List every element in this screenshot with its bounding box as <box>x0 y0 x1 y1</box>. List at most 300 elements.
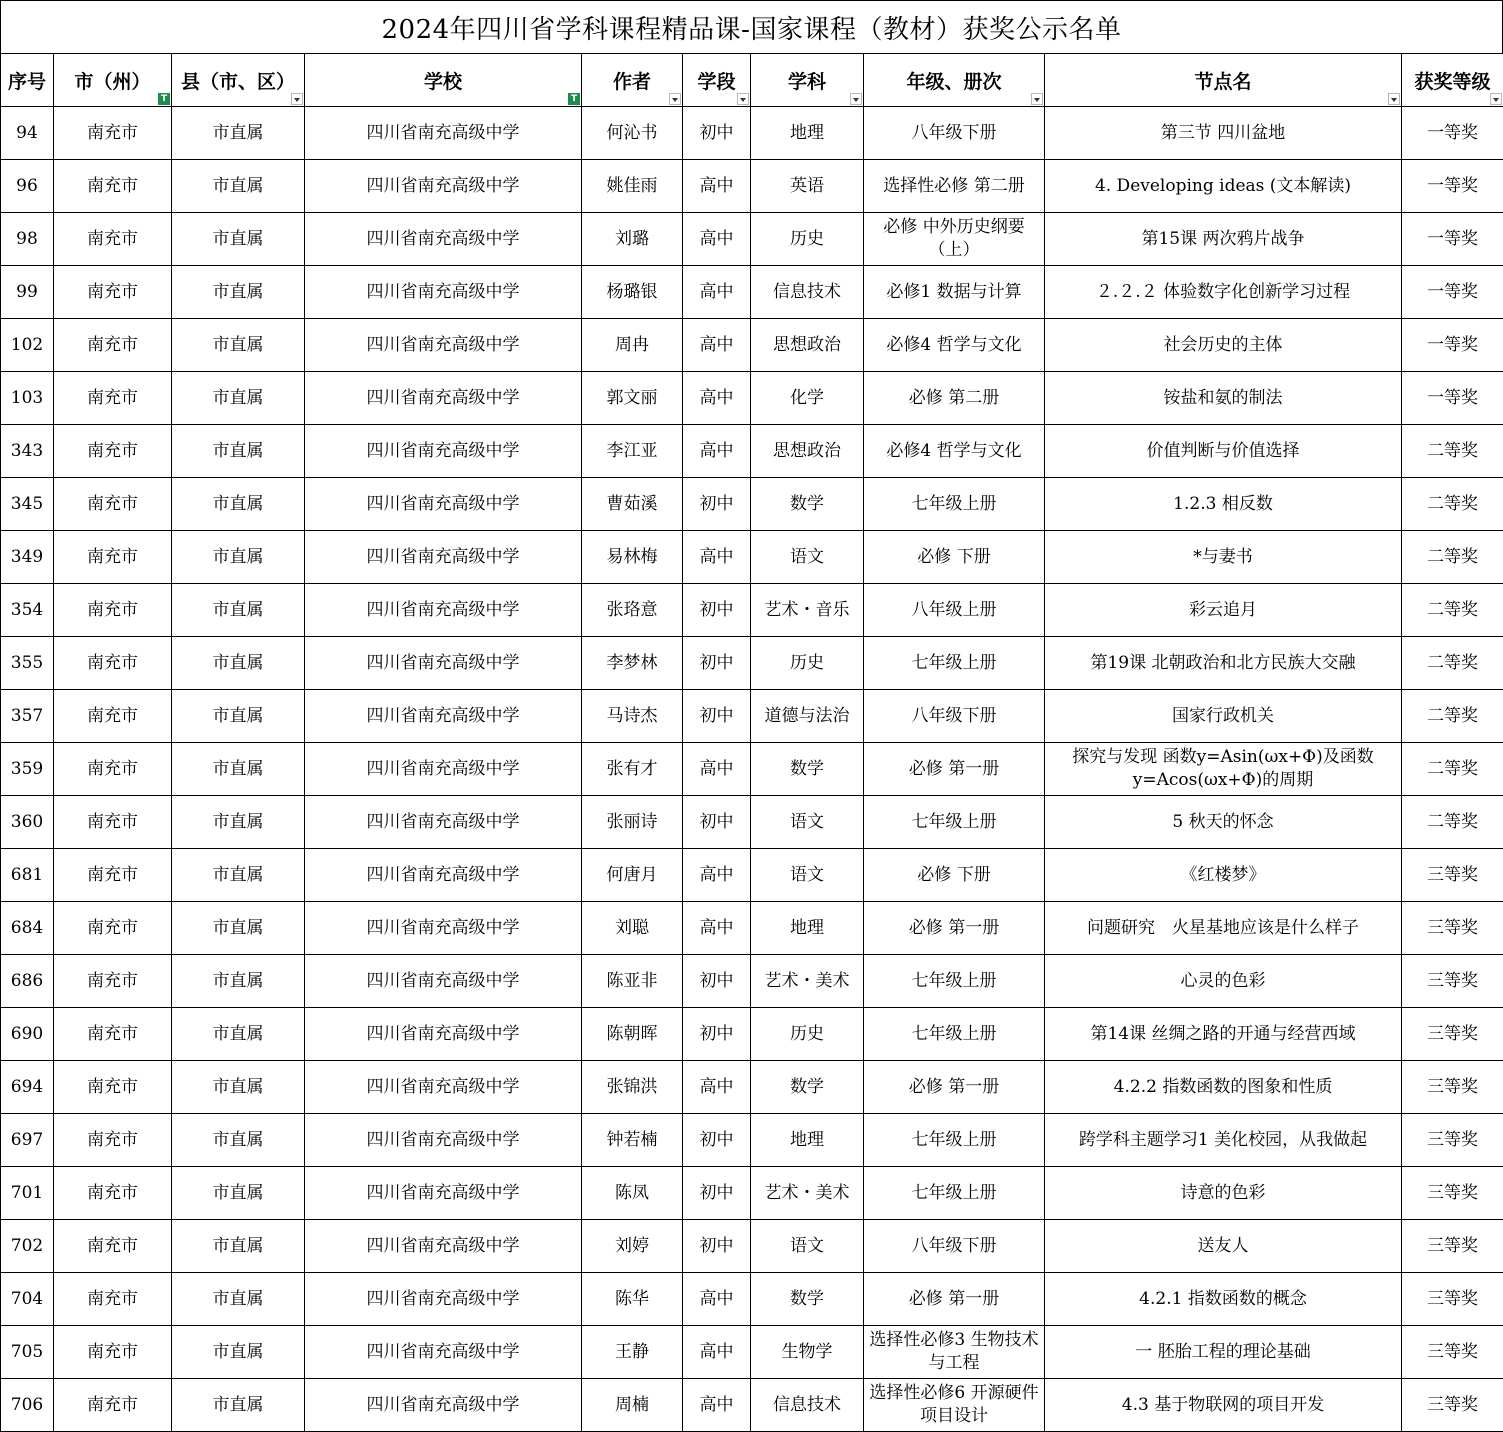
cell-city[interactable]: 南充市 <box>54 955 172 1008</box>
cell-node-name[interactable]: 第14课 丝绸之路的开通与经营西域 <box>1045 1008 1402 1061</box>
table-row <box>1 1008 1503 1061</box>
cell-stage[interactable]: 高中 <box>683 849 751 902</box>
cell-seq-number[interactable]: 96 <box>1 160 54 213</box>
cell-award-level[interactable]: 一等奖 <box>1402 319 1503 372</box>
cell-author[interactable]: 陈凤 <box>582 1167 683 1220</box>
table-row <box>1 1273 1503 1326</box>
cell-subject[interactable]: 生物学 <box>751 1326 864 1379</box>
cell-author[interactable]: 刘聪 <box>582 902 683 955</box>
cell-county[interactable]: 市直属 <box>172 319 305 372</box>
cell-school[interactable]: 四川省南充高级中学 <box>305 107 582 160</box>
cell-grade-volume[interactable]: 必修 下册 <box>864 531 1045 584</box>
table-row <box>1 1167 1503 1220</box>
cell-school[interactable]: 四川省南充高级中学 <box>305 584 582 637</box>
cell-school[interactable]: 四川省南充高级中学 <box>305 266 582 319</box>
cell-award-level[interactable]: 一等奖 <box>1402 372 1503 425</box>
cell-county[interactable]: 市直属 <box>172 955 305 1008</box>
cell-node-name[interactable]: 4.2.2 指数函数的图象和性质 <box>1045 1061 1402 1114</box>
column-header-stage <box>683 54 751 107</box>
cell-node-name[interactable]: ２.２.２ 体验数字化创新学习过程 <box>1045 266 1402 319</box>
cell-school[interactable]: 四川省南充高级中学 <box>305 372 582 425</box>
cell-county[interactable]: 市直属 <box>172 1326 305 1379</box>
cell-grade-volume[interactable]: 必修 第一册 <box>864 1273 1045 1326</box>
column-header-label: 作者 <box>612 70 651 93</box>
cell-school[interactable]: 四川省南充高级中学 <box>305 1379 582 1432</box>
cell-author[interactable]: 张锦洪 <box>582 1061 683 1114</box>
cell-school[interactable]: 四川省南充高级中学 <box>305 1114 582 1167</box>
cell-author[interactable]: 陈亚非 <box>582 955 683 1008</box>
cell-grade-volume[interactable]: 选择性必修 第二册 <box>864 160 1045 213</box>
cell-author[interactable]: 易林梅 <box>582 531 683 584</box>
cell-stage[interactable]: 初中 <box>683 955 751 1008</box>
column-header-label: 学段 <box>697 70 736 93</box>
cell-city[interactable]: 南充市 <box>54 1326 172 1379</box>
table-row <box>1 902 1503 955</box>
cell-county[interactable]: 市直属 <box>172 1167 305 1220</box>
cell-grade-volume[interactable]: 必修 第一册 <box>864 902 1045 955</box>
cell-award-level[interactable]: 三等奖 <box>1402 1061 1503 1114</box>
cell-county[interactable]: 市直属 <box>172 372 305 425</box>
cell-node-name[interactable]: 探究与发现 函数y=Asin(ωx+Φ)及函数y=Acos(ωx+Φ)的周期 <box>1045 743 1402 796</box>
cell-grade-volume[interactable]: 七年级上册 <box>864 1167 1045 1220</box>
cell-school[interactable]: 四川省南充高级中学 <box>305 1167 582 1220</box>
column-header-node-name <box>1045 54 1402 107</box>
cell-subject[interactable]: 数学 <box>751 1273 864 1326</box>
cell-seq-number[interactable]: 360 <box>1 796 54 849</box>
cell-city[interactable]: 南充市 <box>54 1167 172 1220</box>
cell-award-level[interactable]: 二等奖 <box>1402 743 1503 796</box>
cell-subject[interactable]: 语文 <box>751 796 864 849</box>
cell-grade-volume[interactable]: 七年级上册 <box>864 478 1045 531</box>
table-row <box>1 372 1503 425</box>
cell-county[interactable]: 市直属 <box>172 1273 305 1326</box>
cell-award-level[interactable]: 三等奖 <box>1402 1167 1503 1220</box>
cell-node-name[interactable]: 价值判断与价值选择 <box>1045 425 1402 478</box>
cell-seq-number[interactable]: 349 <box>1 531 54 584</box>
cell-county[interactable]: 市直属 <box>172 425 305 478</box>
cell-county[interactable]: 市直属 <box>172 637 305 690</box>
cell-award-level[interactable]: 三等奖 <box>1402 1326 1503 1379</box>
cell-author[interactable]: 马诗杰 <box>582 690 683 743</box>
cell-node-name[interactable]: 诗意的色彩 <box>1045 1167 1402 1220</box>
cell-seq-number[interactable]: 345 <box>1 478 54 531</box>
cell-city[interactable]: 南充市 <box>54 849 172 902</box>
cell-school[interactable]: 四川省南充高级中学 <box>305 1008 582 1061</box>
cell-author[interactable]: 周冉 <box>582 319 683 372</box>
cell-county[interactable]: 市直属 <box>172 1220 305 1273</box>
cell-county[interactable]: 市直属 <box>172 107 305 160</box>
cell-school[interactable]: 四川省南充高级中学 <box>305 743 582 796</box>
cell-subject[interactable]: 地理 <box>751 902 864 955</box>
cell-school[interactable]: 四川省南充高级中学 <box>305 160 582 213</box>
cell-school[interactable]: 四川省南充高级中学 <box>305 478 582 531</box>
cell-author[interactable]: 陈华 <box>582 1273 683 1326</box>
cell-node-name[interactable]: 一 胚胎工程的理论基础 <box>1045 1326 1402 1379</box>
cell-county[interactable]: 市直属 <box>172 796 305 849</box>
cell-grade-volume[interactable]: 选择性必修3 生物技术与工程 <box>864 1326 1045 1379</box>
cell-author[interactable]: 刘婷 <box>582 1220 683 1273</box>
column-header-award-level <box>1402 54 1503 107</box>
cell-seq-number[interactable]: 702 <box>1 1220 54 1273</box>
cell-stage[interactable]: 初中 <box>683 478 751 531</box>
cell-seq-number[interactable]: 686 <box>1 955 54 1008</box>
filter-active-icon[interactable] <box>568 93 580 105</box>
cell-subject[interactable]: 化学 <box>751 372 864 425</box>
cell-award-level[interactable]: 二等奖 <box>1402 584 1503 637</box>
cell-subject[interactable]: 历史 <box>751 637 864 690</box>
cell-stage[interactable]: 高中 <box>683 1273 751 1326</box>
cell-seq-number[interactable]: 98 <box>1 213 54 266</box>
cell-school[interactable]: 四川省南充高级中学 <box>305 955 582 1008</box>
cell-stage[interactable]: 初中 <box>683 1114 751 1167</box>
cell-award-level[interactable]: 一等奖 <box>1402 266 1503 319</box>
cell-city[interactable]: 南充市 <box>54 478 172 531</box>
cell-stage[interactable]: 初中 <box>683 690 751 743</box>
cell-author[interactable]: 钟若楠 <box>582 1114 683 1167</box>
cell-city[interactable]: 南充市 <box>54 584 172 637</box>
cell-author[interactable]: 何沁书 <box>582 107 683 160</box>
cell-subject[interactable]: 数学 <box>751 1061 864 1114</box>
cell-author[interactable]: 姚佳雨 <box>582 160 683 213</box>
cell-subject[interactable]: 地理 <box>751 1114 864 1167</box>
cell-stage[interactable]: 高中 <box>683 1326 751 1379</box>
cell-author[interactable]: 张珞意 <box>582 584 683 637</box>
cell-subject[interactable]: 信息技术 <box>751 1379 864 1432</box>
table-row <box>1 637 1503 690</box>
cell-city[interactable]: 南充市 <box>54 1379 172 1432</box>
cell-seq-number[interactable]: 694 <box>1 1061 54 1114</box>
cell-city[interactable]: 南充市 <box>54 531 172 584</box>
cell-grade-volume[interactable]: 八年级下册 <box>864 107 1045 160</box>
cell-county[interactable]: 市直属 <box>172 531 305 584</box>
cell-subject[interactable]: 艺术・美术 <box>751 1167 864 1220</box>
cell-county[interactable]: 市直属 <box>172 690 305 743</box>
cell-award-level[interactable]: 三等奖 <box>1402 1273 1503 1326</box>
cell-award-level[interactable]: 二等奖 <box>1402 637 1503 690</box>
cell-county[interactable]: 市直属 <box>172 849 305 902</box>
cell-seq-number[interactable]: 684 <box>1 902 54 955</box>
cell-county[interactable]: 市直属 <box>172 1008 305 1061</box>
table-row <box>1 213 1503 266</box>
cell-author[interactable]: 郭文丽 <box>582 372 683 425</box>
column-header-grade-volume <box>864 54 1045 107</box>
column-header-city <box>54 54 172 107</box>
cell-stage[interactable]: 初中 <box>683 796 751 849</box>
cell-grade-volume[interactable]: 选择性必修6 开源硬件项目设计 <box>864 1379 1045 1432</box>
cell-node-name[interactable]: 跨学科主题学习1 美化校园，从我做起 <box>1045 1114 1402 1167</box>
cell-award-level[interactable]: 一等奖 <box>1402 107 1503 160</box>
cell-subject[interactable]: 语文 <box>751 1220 864 1273</box>
cell-node-name[interactable]: 社会历史的主体 <box>1045 319 1402 372</box>
cell-school[interactable]: 四川省南充高级中学 <box>305 690 582 743</box>
cell-grade-volume[interactable]: 必修4 哲学与文化 <box>864 425 1045 478</box>
cell-node-name[interactable]: 5 秋天的怀念 <box>1045 796 1402 849</box>
cell-city[interactable]: 南充市 <box>54 107 172 160</box>
cell-seq-number[interactable]: 102 <box>1 319 54 372</box>
cell-grade-volume[interactable]: 八年级下册 <box>864 1220 1045 1273</box>
cell-stage[interactable]: 初中 <box>683 107 751 160</box>
cell-city[interactable]: 南充市 <box>54 902 172 955</box>
cell-award-level[interactable]: 三等奖 <box>1402 1220 1503 1273</box>
cell-city[interactable]: 南充市 <box>54 1273 172 1326</box>
cell-author[interactable]: 刘璐 <box>582 213 683 266</box>
cell-seq-number[interactable]: 94 <box>1 107 54 160</box>
cell-school[interactable]: 四川省南充高级中学 <box>305 902 582 955</box>
cell-award-level[interactable]: 二等奖 <box>1402 690 1503 743</box>
cell-city[interactable]: 南充市 <box>54 690 172 743</box>
cell-subject[interactable]: 历史 <box>751 1008 864 1061</box>
cell-city[interactable]: 南充市 <box>54 796 172 849</box>
cell-county[interactable]: 市直属 <box>172 584 305 637</box>
cell-award-level[interactable]: 一等奖 <box>1402 213 1503 266</box>
cell-node-name[interactable]: 4.3 基于物联网的项目开发 <box>1045 1379 1402 1432</box>
cell-seq-number[interactable]: 343 <box>1 425 54 478</box>
cell-award-level[interactable]: 三等奖 <box>1402 955 1503 1008</box>
cell-stage[interactable]: 初中 <box>683 1167 751 1220</box>
column-header-label: 学校 <box>423 70 462 93</box>
cell-city[interactable]: 南充市 <box>54 1220 172 1273</box>
cell-seq-number[interactable]: 354 <box>1 584 54 637</box>
cell-school[interactable]: 四川省南充高级中学 <box>305 425 582 478</box>
cell-county[interactable]: 市直属 <box>172 1114 305 1167</box>
table-row <box>1 1379 1503 1432</box>
cell-county[interactable]: 市直属 <box>172 902 305 955</box>
cell-county[interactable]: 市直属 <box>172 160 305 213</box>
cell-grade-volume[interactable]: 必修 第一册 <box>864 743 1045 796</box>
cell-grade-volume[interactable]: 七年级上册 <box>864 796 1045 849</box>
cell-city[interactable]: 南充市 <box>54 319 172 372</box>
table-row <box>1 1220 1503 1273</box>
cell-stage[interactable]: 初中 <box>683 637 751 690</box>
cell-school[interactable]: 四川省南充高级中学 <box>305 796 582 849</box>
cell-stage[interactable]: 高中 <box>683 372 751 425</box>
cell-grade-volume[interactable]: 必修 下册 <box>864 849 1045 902</box>
cell-seq-number[interactable]: 690 <box>1 1008 54 1061</box>
cell-author[interactable]: 周楠 <box>582 1379 683 1432</box>
cell-subject[interactable]: 思想政治 <box>751 319 864 372</box>
cell-stage[interactable]: 初中 <box>683 584 751 637</box>
cell-subject[interactable]: 语文 <box>751 849 864 902</box>
cell-school[interactable]: 四川省南充高级中学 <box>305 1220 582 1273</box>
table-row <box>1 1114 1503 1167</box>
header-row <box>1 54 1503 107</box>
cell-stage[interactable]: 高中 <box>683 531 751 584</box>
column-header-school <box>305 54 582 107</box>
cell-stage[interactable]: 高中 <box>683 1061 751 1114</box>
table-row <box>1 107 1503 160</box>
cell-award-level[interactable]: 二等奖 <box>1402 425 1503 478</box>
cell-city[interactable]: 南充市 <box>54 743 172 796</box>
cell-stage[interactable]: 高中 <box>683 160 751 213</box>
cell-seq-number[interactable]: 99 <box>1 266 54 319</box>
cell-node-name[interactable]: 铵盐和氨的制法 <box>1045 372 1402 425</box>
column-header-label: 获奖等级 <box>1414 70 1491 93</box>
cell-subject[interactable]: 思想政治 <box>751 425 864 478</box>
filter-active-icon[interactable] <box>158 93 170 105</box>
cell-stage[interactable]: 高中 <box>683 213 751 266</box>
cell-grade-volume[interactable]: 必修4 哲学与文化 <box>864 319 1045 372</box>
cell-node-name[interactable]: 送友人 <box>1045 1220 1402 1273</box>
cell-seq-number[interactable]: 705 <box>1 1326 54 1379</box>
column-header-label: 县（市、区） <box>180 70 295 93</box>
cell-award-level[interactable]: 二等奖 <box>1402 796 1503 849</box>
cell-author[interactable]: 何唐月 <box>582 849 683 902</box>
sheet-title: 2024年四川省学科课程精品课-国家课程（教材）获奖公示名单 <box>0 0 1503 53</box>
cell-node-name[interactable]: 4. Developing ideas (文本解读) <box>1045 160 1402 213</box>
cell-seq-number[interactable]: 359 <box>1 743 54 796</box>
cell-seq-number[interactable]: 706 <box>1 1379 54 1432</box>
cell-grade-volume[interactable]: 必修 第一册 <box>864 1061 1045 1114</box>
cell-city[interactable]: 南充市 <box>54 1061 172 1114</box>
cell-city[interactable]: 南充市 <box>54 266 172 319</box>
table-row <box>1 425 1503 478</box>
cell-grade-volume[interactable]: 必修 中外历史纲要（上） <box>864 213 1045 266</box>
cell-award-level[interactable]: 三等奖 <box>1402 1008 1503 1061</box>
cell-award-level[interactable]: 三等奖 <box>1402 849 1503 902</box>
cell-stage[interactable]: 高中 <box>683 266 751 319</box>
filter-dropdown-icon[interactable] <box>1490 93 1502 105</box>
cell-school[interactable]: 四川省南充高级中学 <box>305 637 582 690</box>
cell-award-level[interactable]: 一等奖 <box>1402 160 1503 213</box>
cell-author[interactable]: 李江亚 <box>582 425 683 478</box>
cell-subject[interactable]: 信息技术 <box>751 266 864 319</box>
column-header-author <box>582 54 683 107</box>
table-row <box>1 266 1503 319</box>
cell-node-name[interactable]: 4.2.1 指数函数的概念 <box>1045 1273 1402 1326</box>
filter-dropdown-icon[interactable] <box>669 93 681 105</box>
cell-stage[interactable]: 高中 <box>683 743 751 796</box>
cell-node-name[interactable]: 第15课 两次鸦片战争 <box>1045 213 1402 266</box>
cell-award-level[interactable]: 三等奖 <box>1402 902 1503 955</box>
cell-author[interactable]: 张丽诗 <box>582 796 683 849</box>
cell-city[interactable]: 南充市 <box>54 160 172 213</box>
cell-county[interactable]: 市直属 <box>172 478 305 531</box>
cell-stage[interactable]: 高中 <box>683 425 751 478</box>
cell-grade-volume[interactable]: 七年级上册 <box>864 637 1045 690</box>
cell-seq-number[interactable]: 704 <box>1 1273 54 1326</box>
cell-county[interactable]: 市直属 <box>172 1061 305 1114</box>
cell-node-name[interactable]: 心灵的色彩 <box>1045 955 1402 1008</box>
cell-school[interactable]: 四川省南充高级中学 <box>305 531 582 584</box>
cell-seq-number[interactable]: 103 <box>1 372 54 425</box>
cell-author[interactable]: 陈朝晖 <box>582 1008 683 1061</box>
table-body <box>1 107 1503 1432</box>
cell-author[interactable]: 张有才 <box>582 743 683 796</box>
cell-school[interactable]: 四川省南充高级中学 <box>305 1061 582 1114</box>
cell-author[interactable]: 曹茹溪 <box>582 478 683 531</box>
award-table <box>0 53 1503 1432</box>
cell-county[interactable]: 市直属 <box>172 1379 305 1432</box>
cell-author[interactable]: 王静 <box>582 1326 683 1379</box>
table-row <box>1 1061 1503 1114</box>
cell-grade-volume[interactable]: 七年级上册 <box>864 1114 1045 1167</box>
cell-city[interactable]: 南充市 <box>54 425 172 478</box>
cell-stage[interactable]: 高中 <box>683 902 751 955</box>
cell-grade-volume[interactable]: 七年级上册 <box>864 955 1045 1008</box>
cell-node-name[interactable]: 1.2.3 相反数 <box>1045 478 1402 531</box>
cell-city[interactable]: 南充市 <box>54 372 172 425</box>
table-row <box>1 690 1503 743</box>
cell-node-name[interactable]: *与妻书 <box>1045 531 1402 584</box>
cell-seq-number[interactable]: 357 <box>1 690 54 743</box>
cell-award-level[interactable]: 二等奖 <box>1402 531 1503 584</box>
cell-award-level[interactable]: 二等奖 <box>1402 478 1503 531</box>
cell-node-name[interactable]: 国家行政机关 <box>1045 690 1402 743</box>
cell-stage[interactable]: 高中 <box>683 319 751 372</box>
table-row <box>1 743 1503 796</box>
cell-subject[interactable]: 历史 <box>751 213 864 266</box>
cell-stage[interactable]: 初中 <box>683 1008 751 1061</box>
column-header-label: 节点名 <box>1194 70 1252 93</box>
cell-school[interactable]: 四川省南充高级中学 <box>305 213 582 266</box>
filter-dropdown-icon[interactable] <box>291 93 303 105</box>
cell-county[interactable]: 市直属 <box>172 213 305 266</box>
cell-city[interactable]: 南充市 <box>54 1008 172 1061</box>
cell-subject[interactable]: 道德与法治 <box>751 690 864 743</box>
cell-subject[interactable]: 数学 <box>751 743 864 796</box>
table-row <box>1 849 1503 902</box>
cell-stage[interactable]: 初中 <box>683 1220 751 1273</box>
column-header-label: 学科 <box>787 70 826 93</box>
cell-county[interactable]: 市直属 <box>172 266 305 319</box>
cell-seq-number[interactable]: 355 <box>1 637 54 690</box>
cell-seq-number[interactable]: 697 <box>1 1114 54 1167</box>
table-row <box>1 584 1503 637</box>
cell-county[interactable]: 市直属 <box>172 743 305 796</box>
cell-school[interactable]: 四川省南充高级中学 <box>305 849 582 902</box>
cell-city[interactable]: 南充市 <box>54 1114 172 1167</box>
cell-award-level[interactable]: 三等奖 <box>1402 1114 1503 1167</box>
filter-dropdown-icon[interactable] <box>850 93 862 105</box>
cell-school[interactable]: 四川省南充高级中学 <box>305 1273 582 1326</box>
cell-school[interactable]: 四川省南充高级中学 <box>305 1326 582 1379</box>
cell-grade-volume[interactable]: 七年级上册 <box>864 1008 1045 1061</box>
cell-node-name[interactable]: 问题研究 火星基地应该是什么样子 <box>1045 902 1402 955</box>
cell-school[interactable]: 四川省南充高级中学 <box>305 319 582 372</box>
filter-dropdown-icon[interactable] <box>1388 93 1400 105</box>
cell-node-name[interactable]: 第19课 北朝政治和北方民族大交融 <box>1045 637 1402 690</box>
cell-grade-volume[interactable]: 必修 第二册 <box>864 372 1045 425</box>
cell-city[interactable]: 南充市 <box>54 213 172 266</box>
cell-grade-volume[interactable]: 必修1 数据与计算 <box>864 266 1045 319</box>
cell-node-name[interactable]: 《红楼梦》 <box>1045 849 1402 902</box>
cell-subject[interactable]: 英语 <box>751 160 864 213</box>
table-row <box>1 478 1503 531</box>
cell-city[interactable]: 南充市 <box>54 637 172 690</box>
table-row <box>1 319 1503 372</box>
cell-stage[interactable]: 高中 <box>683 1379 751 1432</box>
cell-seq-number[interactable]: 681 <box>1 849 54 902</box>
cell-subject[interactable]: 艺术・美术 <box>751 955 864 1008</box>
table-row <box>1 955 1503 1008</box>
filter-dropdown-icon[interactable] <box>737 93 749 105</box>
cell-grade-volume[interactable]: 八年级下册 <box>864 690 1045 743</box>
column-header-subject <box>751 54 864 107</box>
filter-dropdown-icon[interactable] <box>1031 93 1043 105</box>
cell-grade-volume[interactable]: 八年级上册 <box>864 584 1045 637</box>
cell-seq-number[interactable]: 701 <box>1 1167 54 1220</box>
cell-award-level[interactable]: 三等奖 <box>1402 1379 1503 1432</box>
cell-subject[interactable]: 地理 <box>751 107 864 160</box>
cell-author[interactable]: 杨璐银 <box>582 266 683 319</box>
cell-author[interactable]: 李梦林 <box>582 637 683 690</box>
column-header-label: 年级、册次 <box>906 70 1002 93</box>
cell-subject[interactable]: 语文 <box>751 531 864 584</box>
cell-subject[interactable]: 数学 <box>751 478 864 531</box>
cell-node-name[interactable]: 第三节 四川盆地 <box>1045 107 1402 160</box>
cell-subject[interactable]: 艺术・音乐 <box>751 584 864 637</box>
cell-node-name[interactable]: 彩云追月 <box>1045 584 1402 637</box>
